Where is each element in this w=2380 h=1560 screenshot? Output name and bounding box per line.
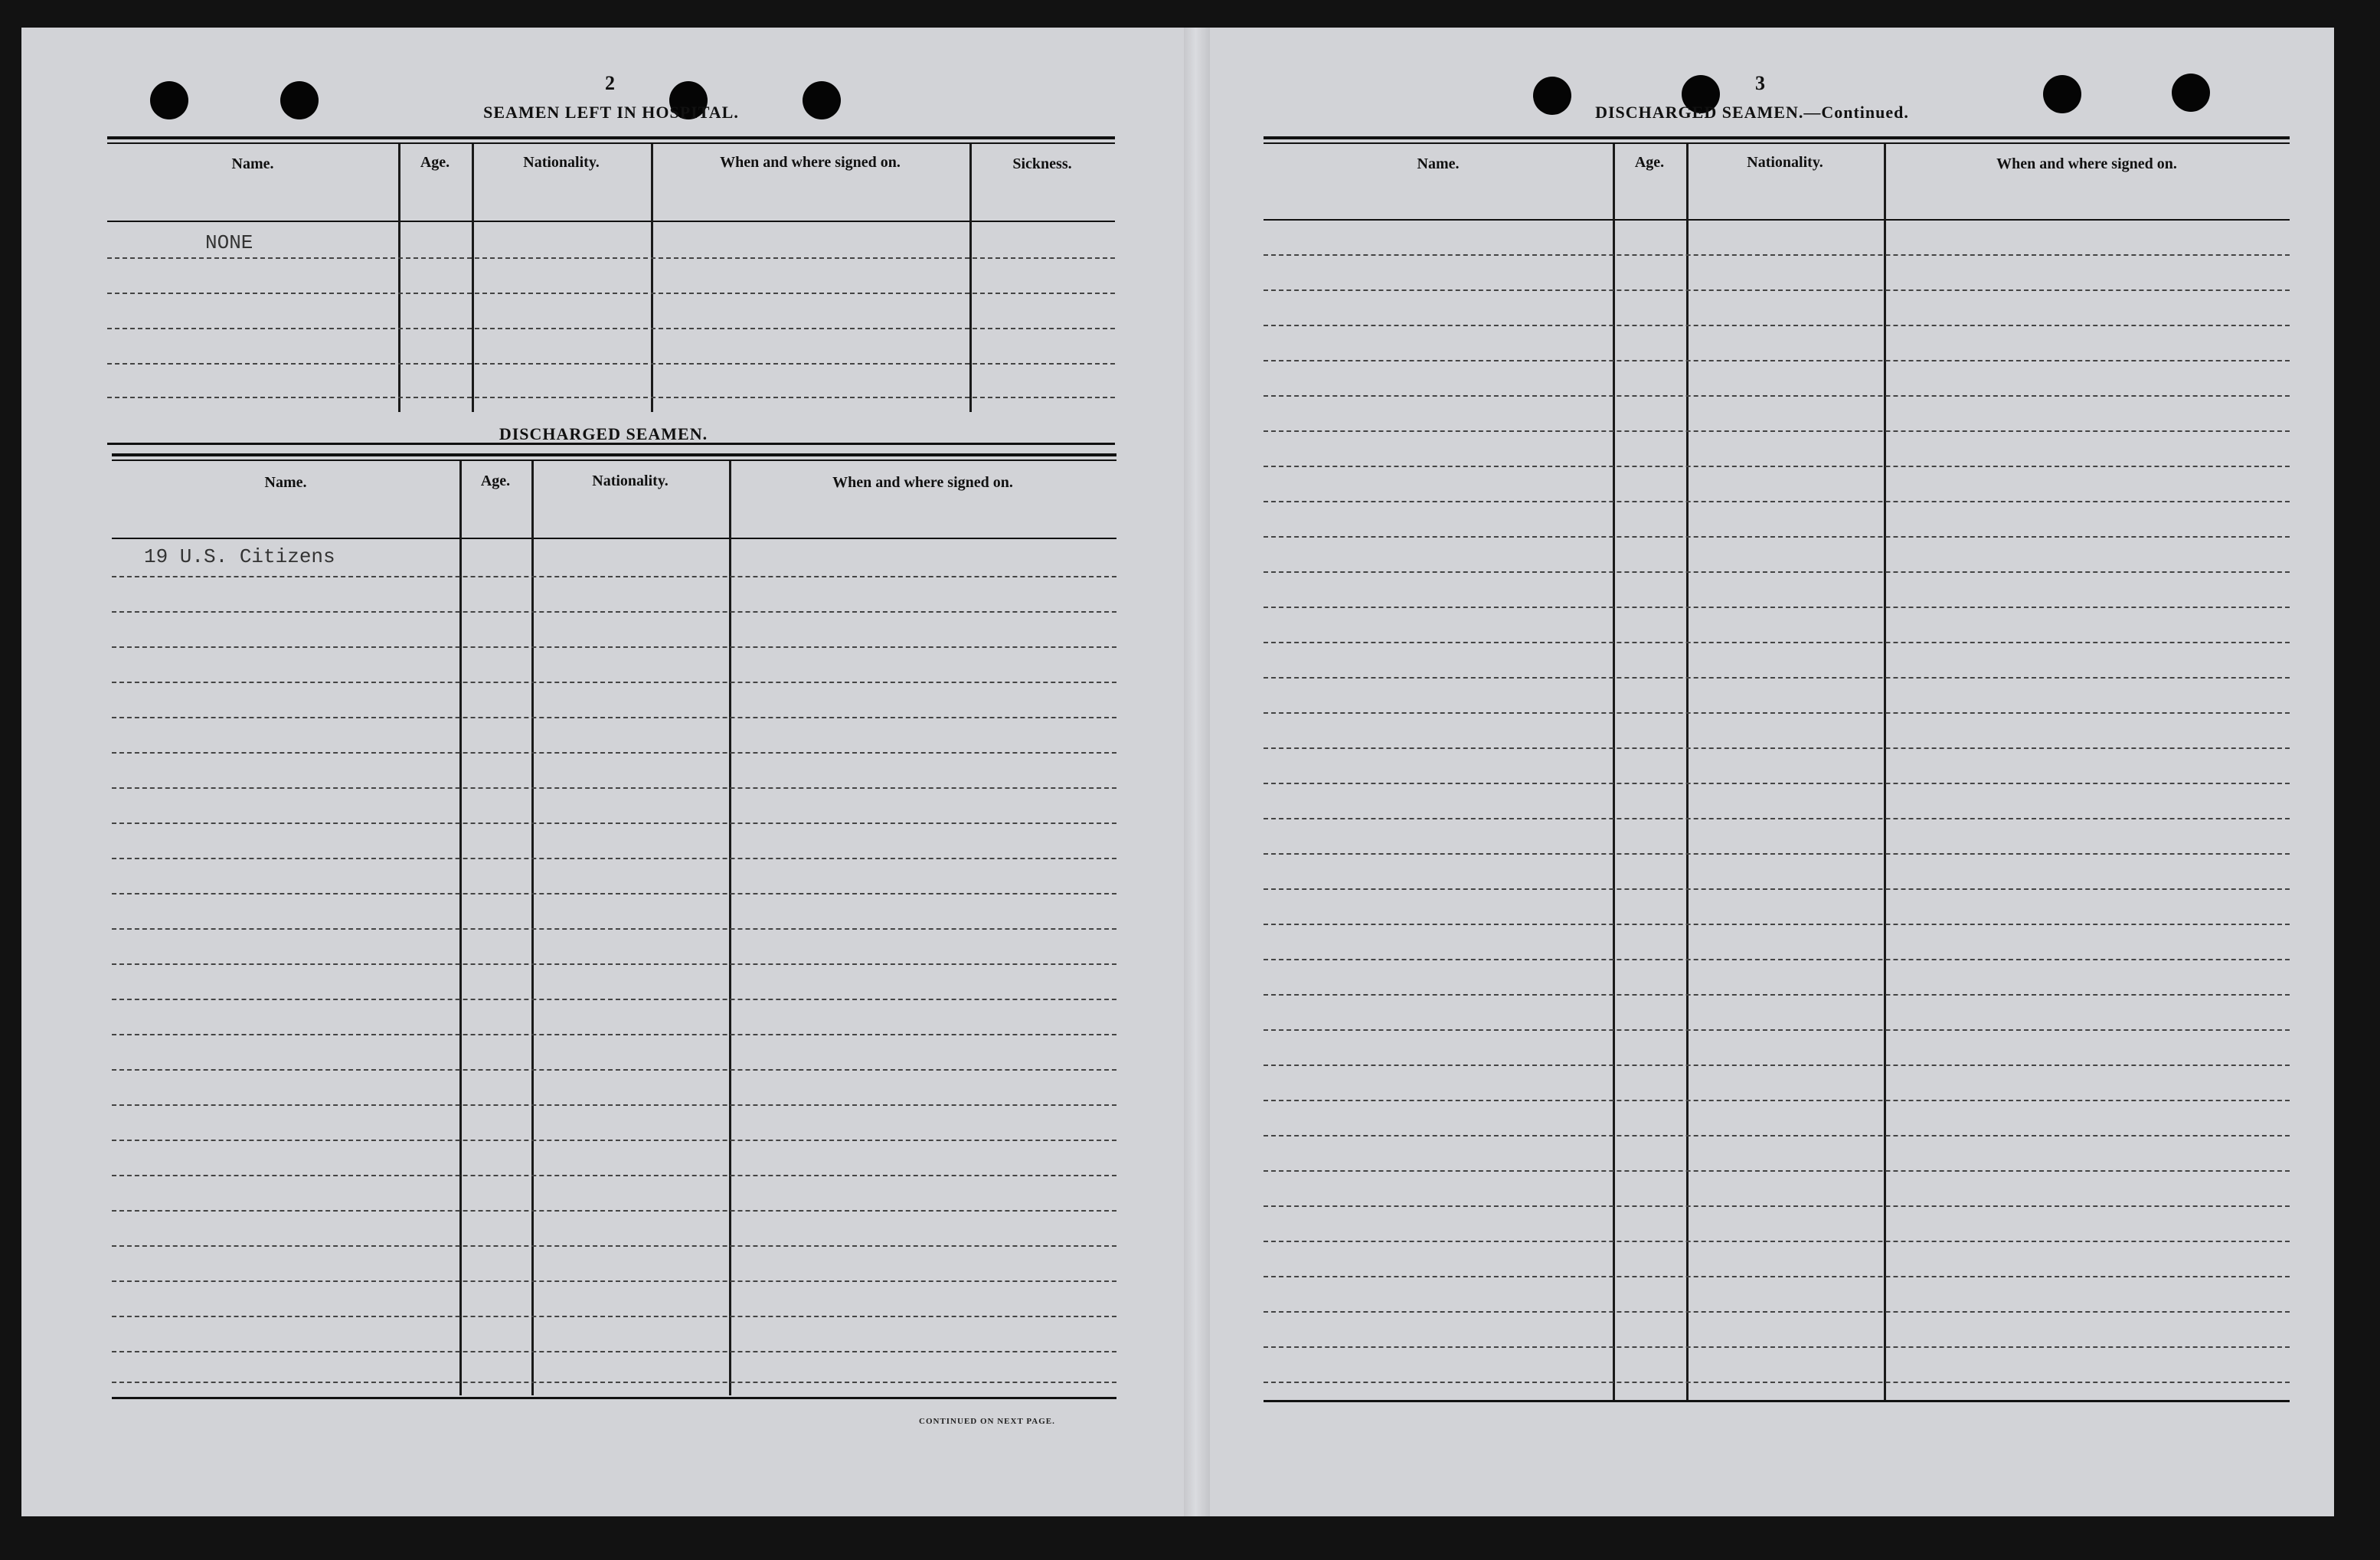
- hospital-col-nationality: Nationality.: [523, 154, 600, 171]
- punch-hole: [2043, 75, 2081, 113]
- hospital-entry: NONE: [205, 231, 253, 254]
- hospital-col-signed-on: When and where signed on.: [720, 154, 901, 171]
- hospital-col-sickness: Sickness.: [1012, 155, 1072, 172]
- discharged-entry: 19 U.S. Citizens: [144, 545, 335, 568]
- discharged-col-name: Name.: [264, 474, 307, 491]
- hospital-col-name: Name.: [231, 155, 274, 172]
- center-fold: [1184, 28, 1210, 1516]
- discharged-table-left: [112, 453, 1116, 1438]
- discharged-table-right: [1264, 136, 2290, 1438]
- page-number-right: 3: [1755, 72, 1765, 94]
- document-sheet: [21, 28, 2334, 1516]
- punch-hole: [1533, 77, 1571, 115]
- right-col-age: Age.: [1634, 154, 1665, 171]
- right-col-nationality: Nationality.: [1747, 154, 1823, 171]
- hospital-section-title: SEAMEN LEFT IN HOSPITAL.: [483, 103, 739, 122]
- hospital-col-age: Age.: [420, 154, 450, 171]
- hospital-table: [107, 136, 1115, 447]
- right-col-name: Name.: [1417, 155, 1460, 172]
- punch-hole: [280, 81, 319, 119]
- right-col-signed-on: When and where signed on.: [1996, 155, 2177, 172]
- discharged-continued-title: DISCHARGED SEAMEN.—Continued.: [1595, 103, 1909, 122]
- punch-hole: [150, 81, 188, 119]
- page-number-left: 2: [605, 72, 615, 94]
- continued-footer: CONTINUED ON NEXT PAGE.: [919, 1417, 1055, 1426]
- discharged-col-age: Age.: [480, 473, 511, 489]
- punch-hole: [2172, 74, 2210, 112]
- discharged-section-title: DISCHARGED SEAMEN.: [499, 424, 708, 443]
- punch-hole: [803, 81, 841, 119]
- discharged-col-nationality: Nationality.: [592, 473, 669, 489]
- discharged-col-signed-on: When and where signed on.: [832, 474, 1013, 491]
